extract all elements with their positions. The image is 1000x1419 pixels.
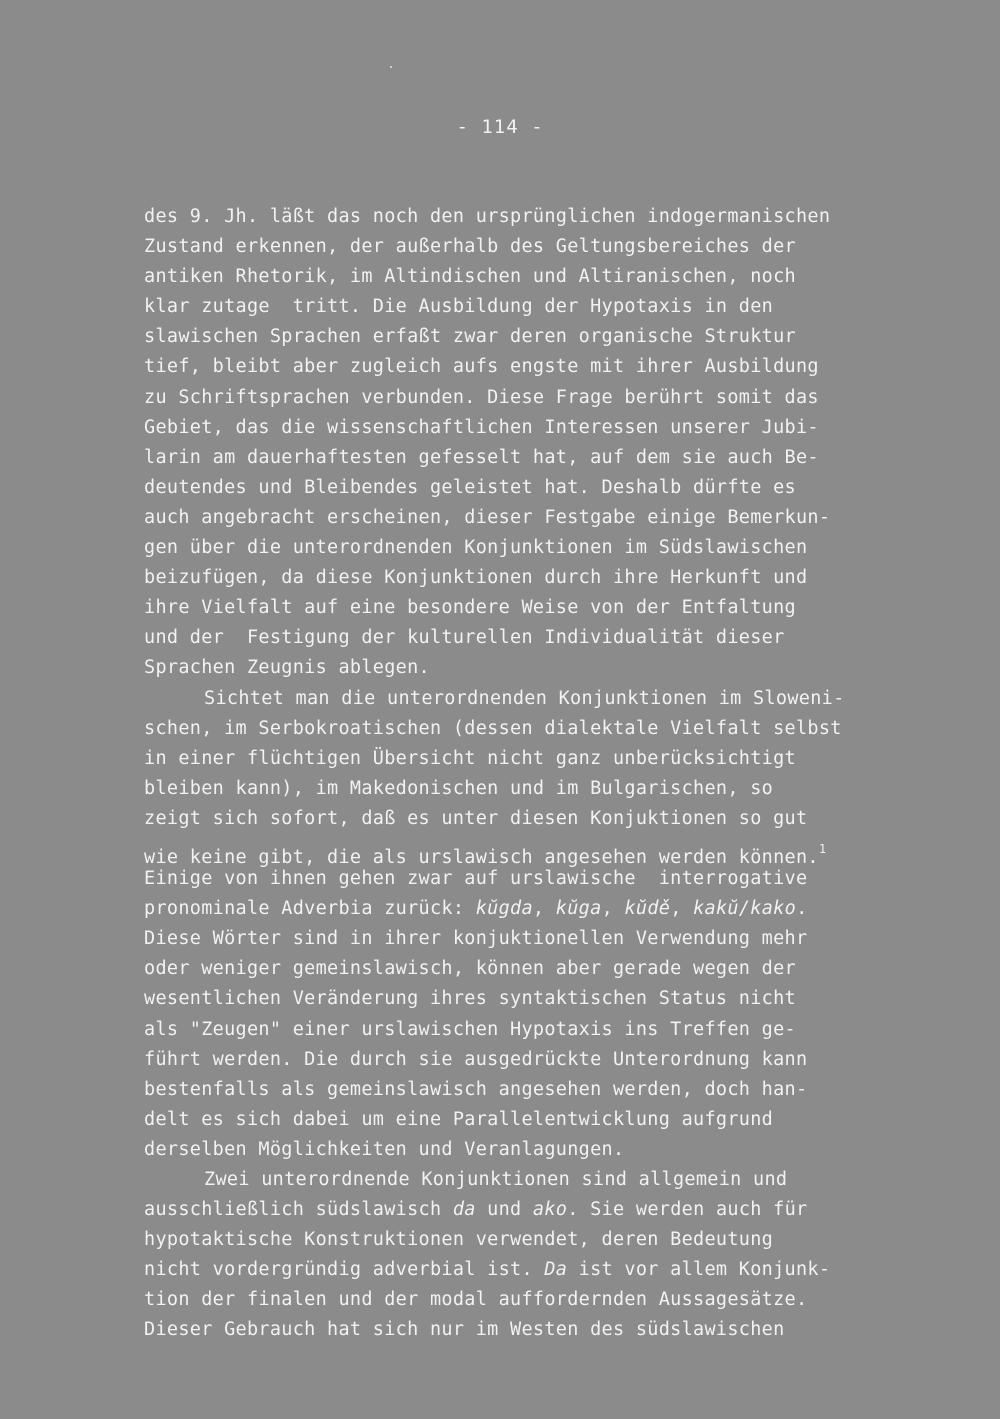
text-line: Gebiet, das die wissenschaftlichen Interessen unserer Jubi-: [144, 416, 819, 438]
text-segment: . Sie werden auch für: [567, 1199, 808, 1221]
text-line: bestenfalls als gemeinslawisch angesehen werden, doch han-: [144, 1078, 808, 1100]
text-line: auch angebracht erscheinen, dieser Festgabe einige Bemerkun-: [144, 506, 831, 528]
page-number: - 114 -: [456, 116, 544, 138]
text-line: des 9. Jh. läßt das noch den ursprünglichen indogermanischen: [144, 206, 831, 227]
text-line: Zustand erkennen, der außerhalb des Geltungsbereiches der: [144, 236, 796, 258]
text-line: larin am dauerhaftesten gefesselt hat, auf dem sie auch Be-: [144, 446, 819, 468]
text-line: beizufügen, da diese Konjunktionen durch ihre Herkunft und: [144, 567, 808, 589]
italic-term: kŭdě: [624, 898, 671, 920]
paragraph-1: [144, 202, 884, 684]
italic-term: ako: [532, 1199, 568, 1221]
text-line: zu Schriftsprachen verbunden. Diese Frage berührt somit das: [144, 386, 819, 408]
text-line: führt werden. Die durch sie ausgedrückte Unterordnung kann: [144, 1048, 808, 1070]
text-line: derselben Möglichkeiten und Veranlagungen.: [144, 1138, 625, 1160]
text-line: tion der finalen und der modal auffordernden Aussagesätze.: [144, 1289, 808, 1311]
italic-term: da: [452, 1199, 476, 1221]
text-line: in einer flüchtigen Übersicht nicht ganz unberücksichtigt: [144, 747, 796, 769]
text-line: gen über die unterordnenden Konjunktionen im Südslawischen: [144, 537, 808, 559]
text-line: klar zutage tritt. Die Ausbildung der Hypotaxis in den: [144, 296, 774, 318]
text-line: Diese Wörter sind in ihrer konjuktionellen Verwendung mehr: [144, 928, 808, 950]
text-segment: .: [796, 898, 808, 920]
paragraph-2: [144, 684, 884, 1166]
text-segment: pronominale Adverbia zurück:: [144, 898, 476, 920]
text-line: Sprachen Zeugnis ablegen.: [144, 657, 430, 679]
italic-term: kŭgda: [475, 898, 533, 920]
text-line: oder weniger gemeinslawisch, können aber gerade wegen der: [144, 958, 796, 980]
text-segment: ist vor allem Konjunk-: [567, 1259, 831, 1281]
text-segment: ,: [532, 898, 556, 920]
text-line: [144, 894, 884, 924]
text-segment: ,: [601, 898, 625, 920]
text-line: tief, bleibt aber zugleich aufs engste mit ihrer Ausbildung: [144, 356, 819, 378]
text-line: hypotaktische Konstruktionen verwendet, deren Bedeutung: [144, 1229, 774, 1251]
text-line: deutendes und Bleibendes geleistet hat. Deshalb dürfte es: [144, 476, 796, 498]
italic-term: Da: [544, 1259, 568, 1281]
text-line: delt es sich dabei um eine Parallelentwicklung aufgrund: [144, 1108, 774, 1130]
text-line: Sichtet man die unterordnenden Konjunktionen im Sloweni-: [204, 687, 845, 709]
scan-speck: [390, 66, 392, 68]
text-line: ihre Vielfalt auf eine besondere Weise von der Entfaltung: [144, 597, 796, 619]
text-segment: ausschließlich südslawisch: [144, 1199, 453, 1221]
text-segment: und: [475, 1199, 533, 1221]
text-line: Zwei unterordnende Konjunktionen sind allgemein und: [204, 1169, 788, 1190]
text-line: slawischen Sprachen erfaßt zwar deren organische Struktur: [144, 326, 796, 348]
text-line: [144, 1195, 884, 1225]
text-line: schen, im Serbokroatischen (dessen dialektale Vielfalt selbst: [144, 717, 842, 739]
text-segment: ,: [670, 898, 694, 920]
footnote-marker: 1: [818, 841, 827, 856]
text-line: und der Festigung der kulturellen Individualität dieser: [144, 627, 785, 649]
text-line: Dieser Gebrauch hat sich nur im Westen des südslawischen: [144, 1319, 785, 1341]
text-line: [144, 834, 884, 868]
italic-term: kŭga: [555, 898, 602, 920]
text-segment: wie keine gibt, die als urslawisch angesehen werden können.: [144, 846, 819, 868]
italic-term: kakŭ/kako: [693, 898, 797, 920]
text-line: zeigt sich sofort, daß es unter diesen Konjuktionen so gut: [144, 807, 808, 829]
text-segment: nicht vordergründig adverbial ist.: [144, 1259, 545, 1281]
body-text: [144, 202, 884, 1346]
text-line: Einige von ihnen gehen zwar auf urslawische interrogative: [144, 868, 808, 890]
text-line: bleiben kann), im Makedonischen und im Bulgarischen, so: [144, 777, 774, 799]
paragraph-3: [144, 1165, 884, 1346]
text-line: wesentlichen Veränderung ihres syntaktischen Status nicht: [144, 988, 796, 1010]
text-line: als "Zeugen" einer urslawischen Hypotaxis ins Treffen ge-: [144, 1018, 796, 1040]
text-line: [144, 1255, 884, 1285]
text-line: antiken Rhetorik, im Altindischen und Altiranischen, noch: [144, 266, 796, 288]
